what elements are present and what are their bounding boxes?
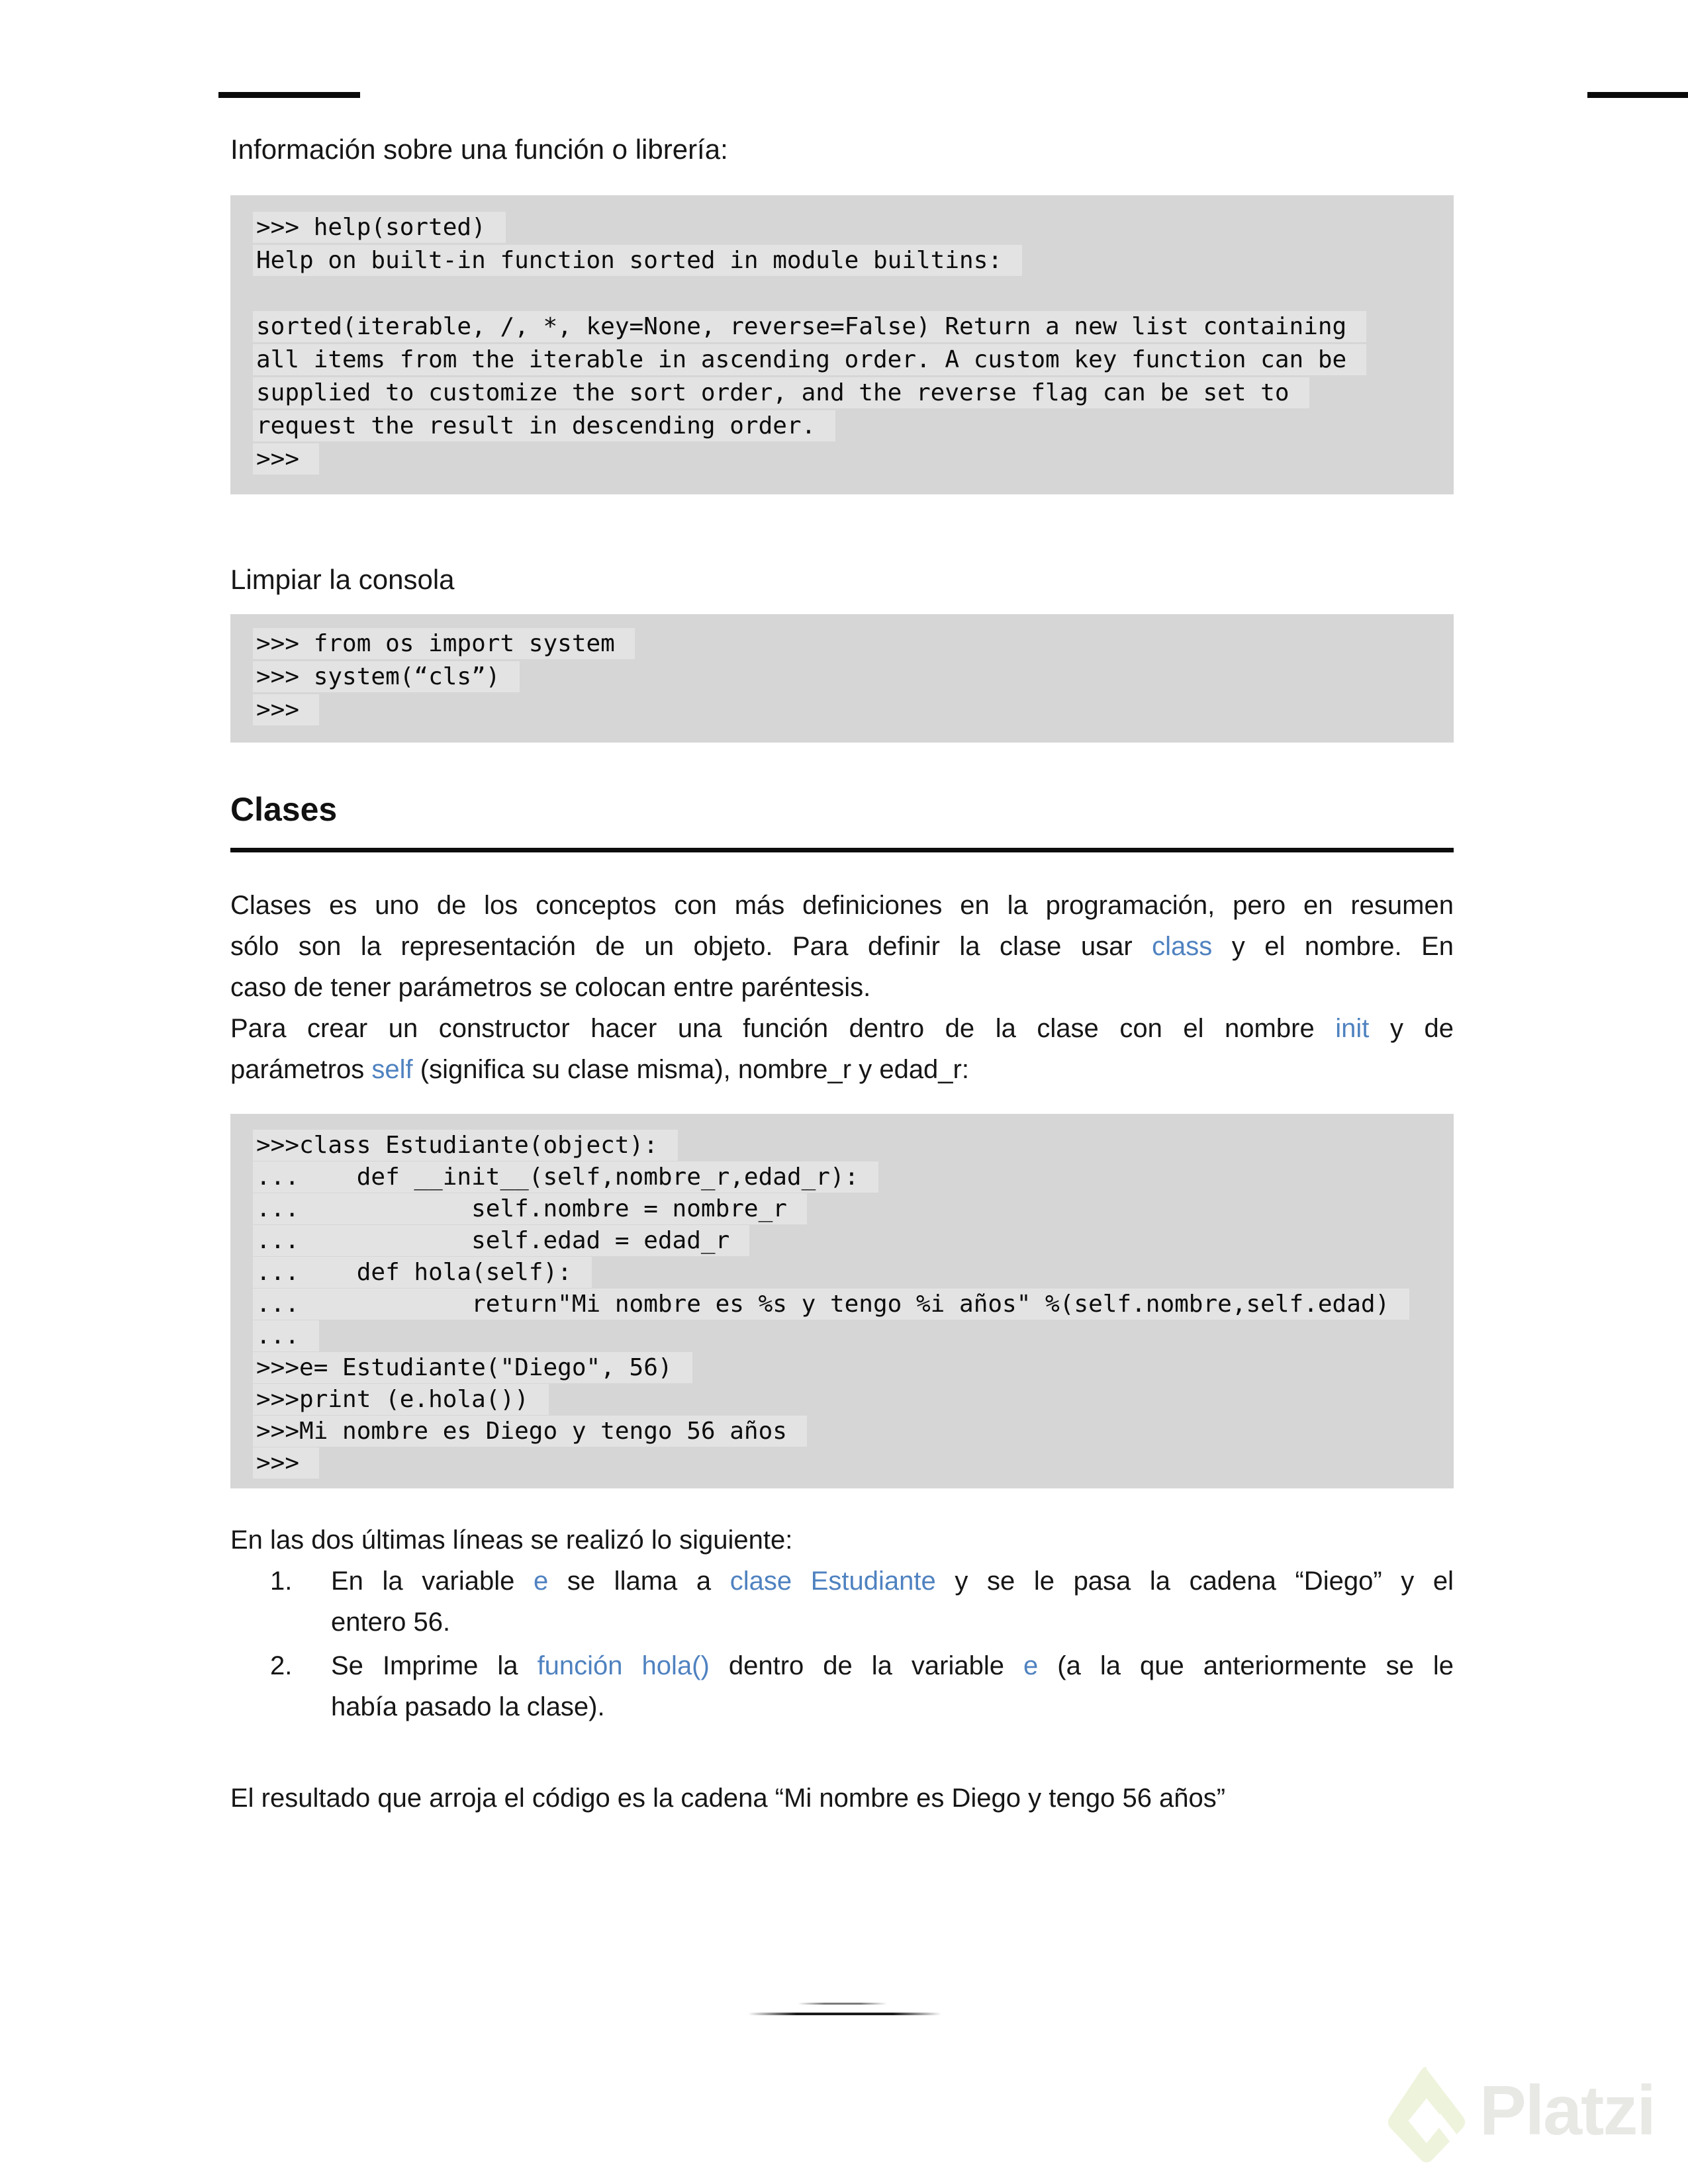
- list-item-text: En la variable e se llama a clase Estudiante y se le pasa la cadena “Diego” y el entero 56.: [331, 1567, 1454, 1637]
- paragraph-clases-definicion: Clases es uno de los conceptos con más definiciones en la programación, pero en resumen sólo son la representación de un objeto. Para definir la clase usar class y el nombre. En caso de tener parámetros se colocan entre paréntesis.: [230, 891, 1454, 1002]
- platzi-watermark: [1383, 2064, 1688, 2169]
- divider-line-long: [748, 2013, 941, 2015]
- code-block-help-sorted: >>> help(sorted) Help on built-in function sorted in module builtins: sorted(iterable, /, *, key=None, reverse=False) Return a new list containing all items from the iterable in ascending order. A custom key function can be supplied to customize the sort order, and the reverse flag can be set to request the result in descending order. >>>: [230, 195, 1454, 494]
- section-title-rule: [230, 848, 1454, 852]
- heading-limpiar-consola: Limpiar la consola: [230, 564, 455, 595]
- heading-info-funcion: Información sobre una función o librería:: [230, 134, 728, 165]
- platzi-logo-icon: [1383, 2066, 1470, 2164]
- paragraph-constructor: Para crear un constructor hacer una función dentro de la clase con el nombre init y de parámetros self (significa su clase misma), nombre_r y edad_r:: [230, 1014, 1454, 1084]
- code-block-clase-estudiante: >>>class Estudiante(object): ... def __init__(self,nombre_r,edad_r): ... self.nombre = nombre_r ... self.edad = edad_r ... def hola(self): ... return"Mi nombre es %s y tengo %i años" %(self.nombre,self.edad) ... >>>e= Estudiante("Diego", 56) >>>print (e.hola()) >>>Mi nombre es Diego y tengo 56 años >>>: [230, 1114, 1454, 1488]
- divider-line-short: [798, 2003, 887, 2005]
- list-item-text: Se Imprime la función hola() dentro de la variable e (a la que anteriormente se le había pasado la clase).: [331, 1651, 1454, 1721]
- list-item: [230, 1561, 1454, 1643]
- ordered-list-explicacion: [230, 1561, 1454, 1730]
- list-item-number: 1.: [270, 1567, 293, 1596]
- code-block-clear-console: >>> from os import system >>> system(“cls”) >>>: [230, 614, 1454, 743]
- section-title-clases: Clases: [230, 791, 338, 828]
- platzi-brand-text: Platzi: [1479, 2071, 1655, 2150]
- list-item-number: 2.: [270, 1651, 293, 1680]
- header-rule-left: [218, 92, 360, 98]
- paragraph-resultado: El resultado que arroja el código es la cadena “Mi nombre es Diego y tengo 56 años”: [230, 1784, 1226, 1813]
- list-item: [230, 1645, 1454, 1727]
- paragraph-ultimas-lineas: En las dos últimas líneas se realizó lo siguiente:: [230, 1525, 793, 1555]
- header-rule-right: [1587, 92, 1688, 98]
